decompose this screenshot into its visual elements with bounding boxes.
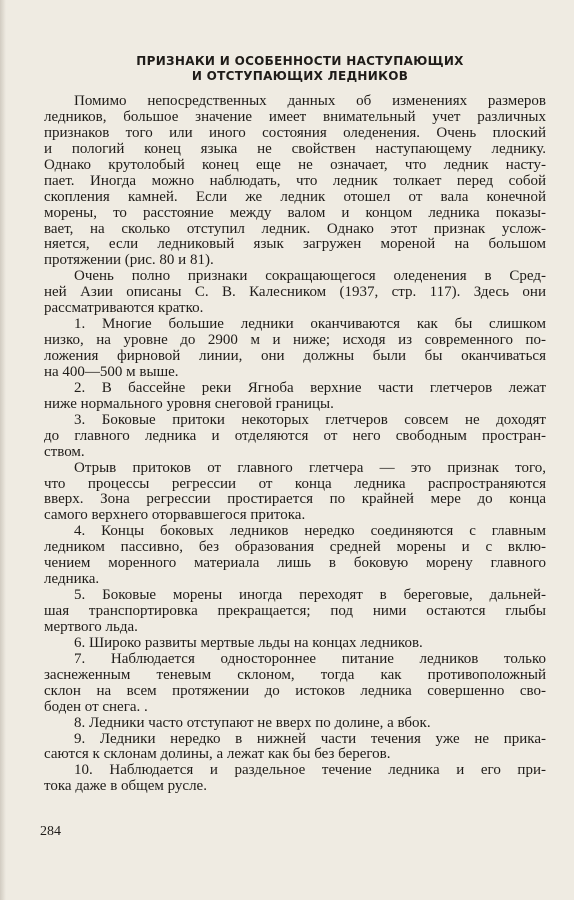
text-line: Однако крутолобый конец еще не означает, что ледник насту- xyxy=(44,157,546,173)
text-line: 7. Наблюдается одностороннее питание ледников только xyxy=(74,651,546,667)
text-line: вает, на сколько отступил ледник. Однако этот признак услож- xyxy=(44,221,546,237)
paragraph xyxy=(44,588,546,636)
text-line: 4. Концы боковых ледников нередко соединяются с главным xyxy=(74,524,546,540)
paragraph xyxy=(44,269,546,317)
paragraph xyxy=(44,524,546,588)
text-line: ледником пассивно, без образования средней морены и с вклю- xyxy=(44,540,546,556)
paragraph xyxy=(44,381,546,413)
text-line: рассматриваются кратко. xyxy=(44,301,204,317)
text-line: что процессы регрессии от конца ледника распространяются xyxy=(44,476,546,492)
text-line: ледника. xyxy=(44,572,100,588)
text-line: 10. Наблюдается и раздельное течение ледника и его при- xyxy=(74,763,546,779)
paragraph xyxy=(44,763,546,795)
text-line: Отрыв притоков от главного глетчера — это признак того, xyxy=(74,460,546,476)
text-line: вверх. Зона регрессии простирается по крайней мере до конца xyxy=(44,492,546,508)
text-line: признаков того или иного состояния оледенения. Очень плоский xyxy=(44,125,546,141)
paragraph xyxy=(44,652,546,716)
text-line: ледников, большое значение имеет внимательный учет различных xyxy=(44,109,546,125)
paragraph xyxy=(44,636,546,652)
text-line: няется, если ледниковый язык загружен мореной на большом xyxy=(44,237,546,253)
paragraph xyxy=(44,413,546,461)
text-line: ложения фирновой линии, они должны были бы оканчиваться xyxy=(44,349,546,364)
text-line: 3. Боковые притоки некоторых глетчеров совсем не доходят xyxy=(74,412,546,428)
text-line: пает. Иногда можно наблюдать, что ледник толкает перед собой xyxy=(44,173,546,189)
text-line: морены, то расстояние между валом и концом ледника показы- xyxy=(44,205,546,221)
text-line: на 400—500 м выше. xyxy=(44,364,179,380)
text-line: заснеженным теневым склоном, тогда как противоположный xyxy=(44,667,546,683)
heading-line-2: И ОТСТУПАЮЩИХ ЛЕДНИКОВ xyxy=(191,69,409,83)
text-line: низко, на уровне до 2900 м и ниже; исходя из современного по- xyxy=(44,333,546,349)
page-number: 284 xyxy=(40,824,61,839)
text-line: 5. Боковые морены иногда переходят в береговые, дальней- xyxy=(74,588,546,604)
paragraph xyxy=(44,94,546,269)
text-line: 8. Ледники часто отступают не вверх по долине, а вбок. xyxy=(74,715,431,731)
text-line: шая транспортировка прекращается; под ними остаются глыбы xyxy=(44,604,546,619)
text-line: саются к склонам долины, а лежат как бы без берегов. xyxy=(44,747,391,763)
paragraph xyxy=(44,716,546,732)
text-line: до главного ледника и отделяются от него свободным простран- xyxy=(44,428,546,444)
page-edge-shadow xyxy=(0,0,6,900)
text-line: скопления камней. Если же ледник отошел от вала конечной xyxy=(44,189,546,205)
body-text xyxy=(44,94,546,795)
text-line: мертвого льда. xyxy=(44,619,138,635)
section-heading xyxy=(60,54,540,84)
text-line: ней Азии описаны С. В. Калесником (1937, стр. 117). Здесь они xyxy=(44,285,546,301)
text-line: 6. Широко развиты мертвые льды на концах ледников. xyxy=(74,635,423,651)
text-line: боден от снега. . xyxy=(44,699,148,715)
text-line: Помимо непосредственных данных об изменениях размеров xyxy=(74,94,546,109)
paragraph xyxy=(44,317,546,381)
text-line: чением моренного материала лишь в боковую морену главного xyxy=(44,556,546,572)
text-line: 2. В бассейне реки Ягноба верхние части глетчеров лежат xyxy=(74,380,546,396)
text-line: 9. Ледники нередко в нижней части течения уже не прика- xyxy=(74,731,546,747)
heading-line-1: ПРИЗНАКИ И ОСОБЕННОСТИ НАСТУПАЮЩИХ xyxy=(136,54,464,68)
text-line: 1. Многие большие ледники оканчиваются как бы слишком xyxy=(74,317,546,333)
paragraph xyxy=(44,732,546,764)
text-line: тока даже в общем русле. xyxy=(44,779,207,795)
text-line: самого верхнего оторвавшегося притока. xyxy=(44,508,306,524)
paragraph xyxy=(44,461,546,525)
text-line: Очень полно признаки сокращающегося оледенения в Сред- xyxy=(74,269,546,285)
text-line: протяжении (рис. 80 и 81). xyxy=(44,253,214,269)
text-line: склон на всем протяжении до истоков ледника совершенно сво- xyxy=(44,683,546,699)
text-line: и пологий конец языка не свойствен наступающему леднику. xyxy=(44,141,546,157)
text-line: ниже нормального уровня снеговой границы. xyxy=(44,396,334,412)
text-line: ством. xyxy=(44,444,85,460)
